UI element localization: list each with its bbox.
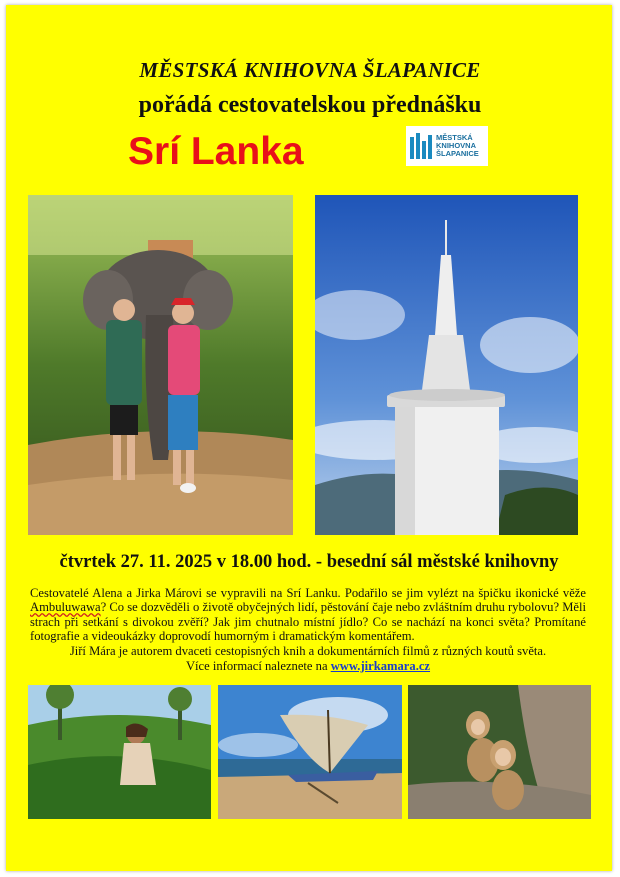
event-date-line: čtvrtek 27. 11. 2025 v 18.00 hod. - besední sál městské knihovny <box>59 552 559 572</box>
more-info-line: Více informací naleznete na www.jirkamara.cz <box>185 659 431 673</box>
photo-tea-plantation <box>28 685 211 819</box>
library-logo <box>406 126 488 166</box>
library-logo-text: MĚSTSKÁ KNIHOVNA ŠLAPANICE <box>436 133 479 158</box>
photo-tower <box>315 195 578 535</box>
event-description: Cestovatelé Alena a Jirka Márovi se vypravili na Srí Lanku. Podařilo se jim vylézt na špičku ikonické věže Ambuluwawa? Co se dozvěděli o životě obyčejných lidí, pěstování čaje nebo zvláštním druhu rybolovu? Měli strach při setkání s divokou zvěří? Jak jim chutnalo místní jídlo? Co se nachází na konci světa? Promítané fotografie a videoukázky doprovodí humorným i dramatickým komentářem. <box>30 586 586 644</box>
photo-beach-boat <box>218 685 402 819</box>
event-subtitle: pořádá cestovatelskou přednášku <box>138 92 482 118</box>
organizer-heading: MĚSTSKÁ KNIHOVNA ŠLAPANICE <box>139 58 481 82</box>
photo-monkeys <box>408 685 591 819</box>
photo-elephant <box>28 195 293 535</box>
event-title: Srí Lanka <box>128 130 304 173</box>
library-logo-icon <box>410 133 432 159</box>
author-line: Jiří Mára je autorem dvaceti cestopisných knih a dokumentárních filmů z různých koutů světa. <box>69 644 547 658</box>
tower-name: Ambuluwawa <box>30 600 101 615</box>
website-link[interactable]: www.jirkamara.cz <box>330 659 431 673</box>
poster <box>6 5 612 871</box>
